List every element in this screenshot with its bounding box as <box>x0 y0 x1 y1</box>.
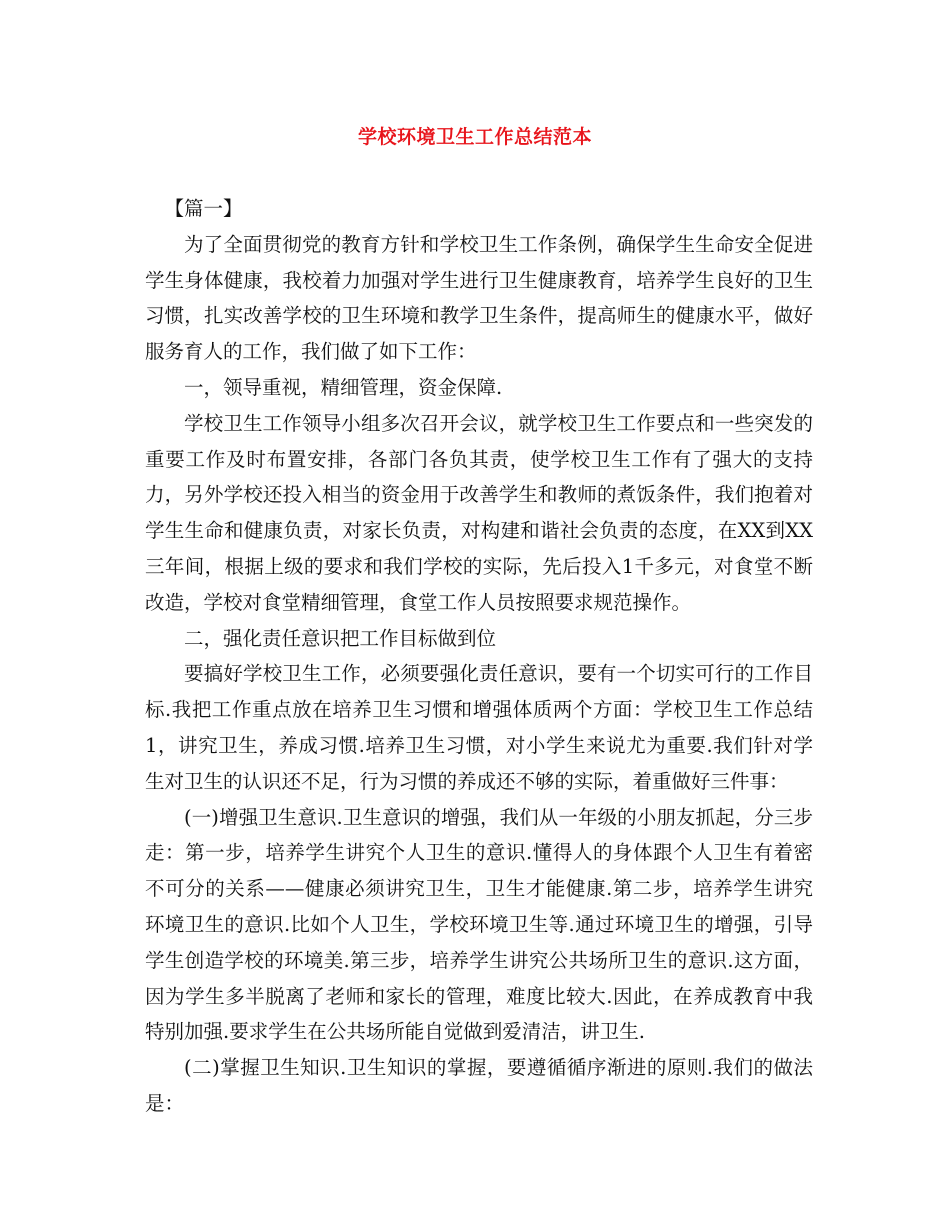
paragraph-leadership: 学校卫生工作领导小组多次召开会议，就学校卫生工作要点和一些突发的重要工作及时布置安排，各部门各负其责，使学校卫生工作有了强大的支持力，另外学校还投入相当的资金用于改善学生和教师的煮饭条件，我们抱着对学生生命和健康负责，对家长负责，对构建和谐社会负责的态度，在XX到XX三年间，根据上级的要求和我们学校的实际，先后投入1千多元，对食堂不断改造，学校对食堂精细管理，食堂工作人员按照要求规范操作。 <box>145 411 813 614</box>
paragraph-knowledge: (二)掌握卫生知识.卫生知识的掌握，要遵循循序渐进的原则.我们的做法是： <box>145 1056 813 1115</box>
paragraph-awareness: (一)增强卫生意识.卫生意识的增强，我们从一年级的小朋友抓起，分三步走：第一步，培养学生讲究个人卫生的意识.懂得人的身体跟个人卫生有着密不可分的关系——健康必须讲究卫生，卫生才能健康.第二步，培养学生讲究环境卫生的意识.比如个人卫生，学校环境卫生等.通过环境卫生的增强，引导学生创造学校的环境美.第三步，培养学生讲究公共场所卫生的意识.这方面，因为学生多半脱离了老师和家长的管理，难度比较大.因此，在养成教育中我特别加强.要求学生在公共场所能自觉做到爱清洁，讲卫生. <box>145 805 813 1044</box>
document-body <box>145 191 813 1122</box>
paragraph-intro: 为了全面贯彻党的教育方针和学校卫生工作条例，确保学生生命安全促进学生身体健康，我校着力加强对学生进行卫生健康教育，培养学生良好的卫生习惯，扎实改善学校的卫生环境和教学卫生条件，提高师生的健康水平，做好服务育人的工作，我们做了如下工作： <box>145 232 813 364</box>
section-tag: 【篇一】 <box>164 197 243 220</box>
heading-two: 二，强化责任意识把工作目标做到位 <box>184 626 497 650</box>
document-title: 学校环境卫生工作总结范本 <box>357 126 592 148</box>
paragraph-responsibility: 要搞好学校卫生工作，必须要强化责任意识，要有一个切实可行的工作目标.我把工作重点放在培养卫生习惯和增强体质两个方面：学校卫生工作总结1，讲究卫生，养成习惯.培养卫生习惯，对小学生来说尤为重要.我们针对学生对卫生的认识还不足，行为习惯的养成还不够的实际，着重做好三件事： <box>145 662 813 793</box>
heading-one: 一，领导重视，精细管理，资金保障. <box>184 375 503 399</box>
